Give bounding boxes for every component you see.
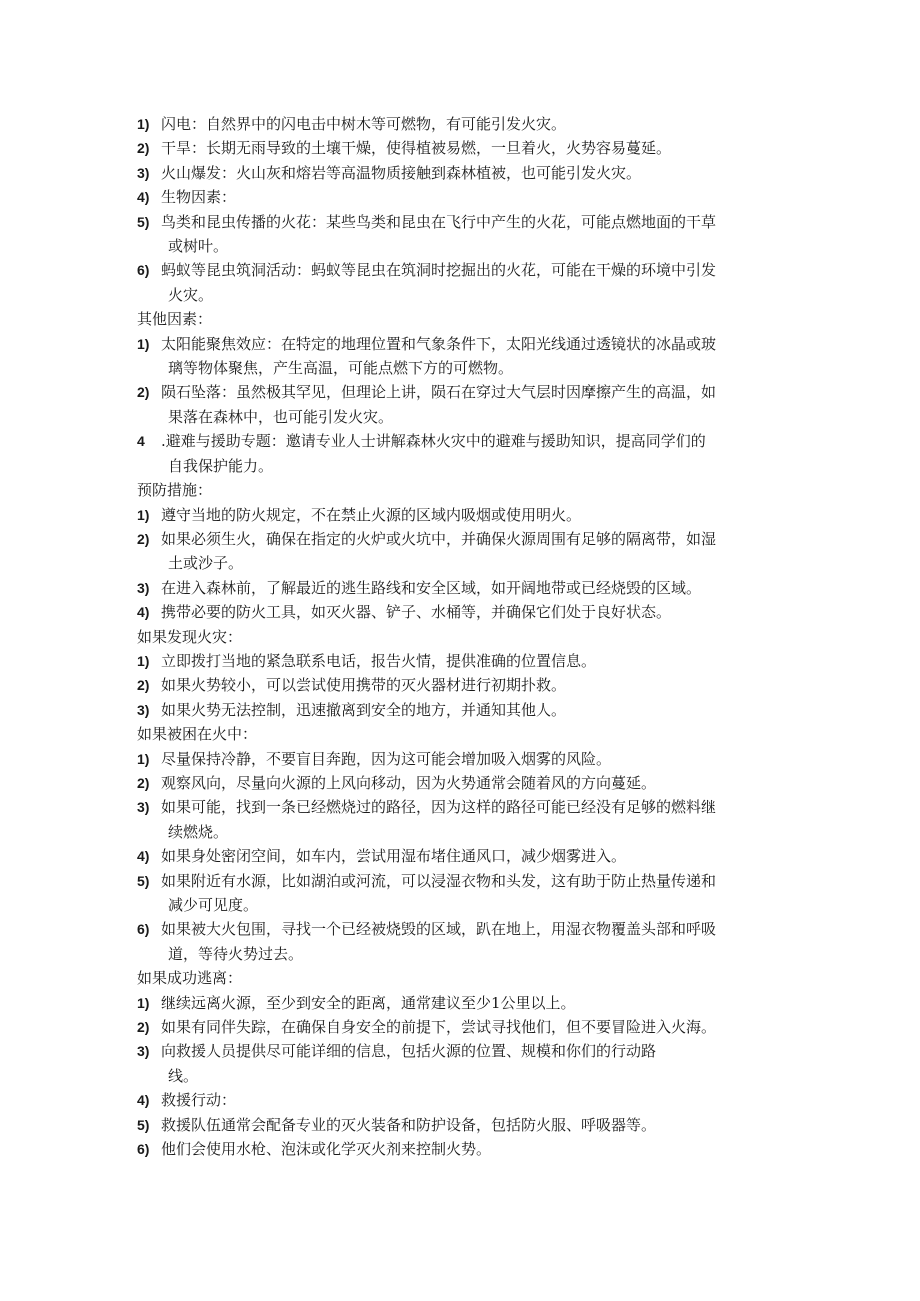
list-item — [137, 771, 797, 795]
list-item — [137, 1039, 797, 1063]
list-item-number: 1) — [137, 994, 150, 1011]
list-item — [137, 136, 797, 160]
list-item-number: 6) — [137, 262, 150, 279]
list-item-number: 2) — [137, 1019, 150, 1036]
list-item-number: 3) — [137, 799, 150, 816]
document-body — [137, 112, 797, 1161]
line-text: 生物因素： — [161, 188, 237, 207]
list-item-number: 6) — [137, 921, 150, 938]
list-item-continuation — [137, 942, 797, 966]
line-text: 在进入森林前，了解最近的逃生路线和安全区域，如开阔地带或已经烧毁的区域。 — [161, 578, 702, 597]
line-text: 如果有同伴失踪，在确保自身安全的前提下，尝试寻找他们，但不要冒险进入火海。 — [161, 1018, 717, 1037]
list-item — [137, 576, 797, 600]
line-text: 如果火势无法控制，迅速撤离到安全的地方，并通知其他人。 — [161, 700, 567, 719]
line-text: 如果被大火包围，寻找一个已经被烧毁的区域，趴在地上，用湿衣物覆盖头部和呼吸 — [161, 920, 717, 939]
list-item-continuation — [137, 551, 797, 575]
line-text: 预防措施： — [137, 481, 213, 500]
list-item — [137, 1088, 797, 1112]
line-text: .避难与援助专题：邀请专业人士讲解森林火灾中的避难与援助知识，提高同学们的 — [161, 432, 706, 451]
line-text: 陨石坠落：虽然极其罕见，但理论上讲，陨石在穿过大气层时因摩擦产生的高温，如 — [161, 383, 717, 402]
list-item-number: 3) — [137, 579, 150, 596]
list-item — [137, 429, 797, 453]
list-item-number: 2) — [137, 384, 150, 401]
line-text: 如果可能，找到一条已经燃烧过的路径，因为这样的路径可能已经没有足够的燃料继 — [161, 798, 717, 817]
list-item-number: 6) — [137, 1141, 150, 1158]
section-heading — [137, 966, 797, 990]
list-item — [137, 503, 797, 527]
line-text: 璃等物体聚焦，产生高温，可能点燃下方的可燃物。 — [168, 359, 514, 378]
list-item-number: 4) — [137, 1092, 150, 1109]
list-item-number: 4) — [137, 189, 150, 206]
list-item-number: 1) — [137, 750, 150, 767]
line-text: 观察风向，尽量向火源的上风向移动，因为火势通常会随着风的方向蔓延。 — [161, 773, 657, 792]
list-item — [137, 747, 797, 771]
line-text: 火灾。 — [168, 285, 214, 304]
list-item — [137, 332, 797, 356]
list-item-continuation — [137, 820, 797, 844]
list-item — [137, 527, 797, 551]
list-item-number: 4) — [137, 604, 150, 621]
line-text: 减少可见度。 — [168, 896, 259, 914]
line-text: 线。 — [168, 1066, 199, 1085]
list-item-continuation — [137, 454, 797, 478]
line-text: 携带必要的防火工具，如灭火器、铲子、水桶等，并确保它们处于良好状态。 — [161, 603, 672, 622]
line-text: 土或沙子。 — [168, 554, 244, 573]
list-item — [137, 185, 797, 209]
line-text: 鸟类和昆虫传播的火花：某些鸟类和昆虫在飞行中产生的火花，可能点燃地面的干草 — [161, 212, 717, 231]
list-item-number: 4 — [137, 433, 145, 450]
line-text: 闪电：自然界中的闪电击中树木等可燃物，有可能引发火灾。 — [161, 115, 567, 133]
list-item-continuation — [137, 356, 797, 380]
list-item-continuation — [137, 405, 797, 429]
list-item — [137, 210, 797, 234]
list-item-number: 2) — [137, 774, 150, 791]
line-text: 如果被困在火中： — [137, 725, 258, 744]
list-item-number: 3) — [137, 164, 150, 181]
line-text: 续燃烧。 — [168, 822, 229, 841]
line-text: 果落在森林中，也可能引发火灾。 — [168, 407, 394, 426]
line-text: 如果附近有水源，比如湖泊或河流，可以浸湿衣物和头发，这有助于防止热量传递和 — [161, 871, 717, 890]
line-text: 蚂蚁等昆虫筑洞活动：蚂蚁等昆虫在筑洞时挖掘出的火花，可能在干燥的环境中引发 — [161, 261, 717, 280]
list-item-number: 5) — [137, 1116, 150, 1133]
list-item-continuation — [137, 234, 797, 258]
section-heading — [137, 625, 797, 649]
list-item — [137, 380, 797, 404]
section-heading — [137, 307, 797, 331]
list-item — [137, 1015, 797, 1039]
section-heading — [137, 722, 797, 746]
list-item — [137, 917, 797, 941]
list-item — [137, 673, 797, 697]
list-item-number: 2) — [137, 140, 150, 157]
list-item-continuation — [137, 1064, 797, 1088]
list-item — [137, 869, 797, 893]
list-item — [137, 600, 797, 624]
line-text: 他们会使用水枪、泡沫或化学灭火剂来控制火势。 — [161, 1140, 492, 1159]
line-text: 如果发现火灾： — [137, 627, 243, 646]
line-text: 如果必须生火，确保在指定的火炉或火坑中，并确保火源周围有足够的隔离带，如湿 — [161, 529, 717, 548]
list-item — [137, 1113, 797, 1137]
list-item — [137, 991, 797, 1015]
list-item-number: 4) — [137, 848, 150, 865]
list-item-number: 1) — [137, 335, 150, 352]
list-item-continuation — [137, 893, 797, 917]
list-item-number: 3) — [137, 701, 150, 718]
line-text: 立即拨打当地的紧急联系电话，报告火情，提供准确的位置信息。 — [161, 651, 597, 670]
list-item-number: 2) — [137, 677, 150, 694]
list-item-number: 1) — [137, 116, 150, 132]
line-text: 继续远离火源，至少到安全的距离，通常建议至少1公里以上。 — [161, 993, 576, 1012]
line-text: 干旱：长期无雨导致的土壤干燥，使得植被易燃，一旦着火，火势容易蔓延。 — [161, 139, 672, 158]
line-text: 如果身处密闭空间，如车内，尝试用湿布堵住通风口，减少烟雾进入。 — [161, 847, 627, 866]
line-text: 道，等待火势过去。 — [168, 944, 304, 963]
list-item — [137, 258, 797, 282]
list-item — [137, 844, 797, 868]
line-text: 遵守当地的防火规定，不在禁止火源的区域内吸烟或使用明火。 — [161, 505, 582, 524]
list-item — [137, 795, 797, 819]
list-item-number: 5) — [137, 213, 150, 230]
list-item — [137, 161, 797, 185]
list-item-number: 1) — [137, 506, 150, 523]
line-text: 太阳能聚焦效应：在特定的地理位置和气象条件下，太阳光线通过透镜状的冰晶或玻 — [161, 334, 717, 353]
line-text: 其他因素： — [137, 310, 213, 329]
section-heading — [137, 478, 797, 502]
line-text: 自我保护能力。 — [168, 456, 274, 475]
list-item — [137, 698, 797, 722]
line-text: 火山爆发：火山灰和熔岩等高温物质接触到森林植被，也可能引发火灾。 — [161, 163, 642, 182]
list-item-number: 2) — [137, 530, 150, 547]
line-text: 尽量保持冷静，不要盲目奔跑，因为这可能会增加吸入烟雾的风险。 — [161, 749, 612, 768]
list-item — [137, 112, 797, 136]
line-text: 如果成功逃离： — [137, 969, 243, 988]
list-item-number: 5) — [137, 872, 150, 889]
list-item-continuation — [137, 283, 797, 307]
line-text: 救援队伍通常会配备专业的灭火装备和防护设备，包括防火服、呼吸器等。 — [161, 1115, 657, 1134]
line-text: 救援行动： — [161, 1091, 237, 1110]
list-item-number: 3) — [137, 1043, 150, 1060]
line-text: 或树叶。 — [168, 237, 229, 256]
line-text: 向救援人员提供尽可能详细的信息，包括火源的位置、规模和你们的行动路 — [161, 1042, 657, 1061]
list-item — [137, 649, 797, 673]
list-item-number: 1) — [137, 652, 150, 669]
list-item — [137, 1137, 797, 1161]
line-text: 如果火势较小，可以尝试使用携带的灭火器材进行初期扑救。 — [161, 676, 567, 695]
